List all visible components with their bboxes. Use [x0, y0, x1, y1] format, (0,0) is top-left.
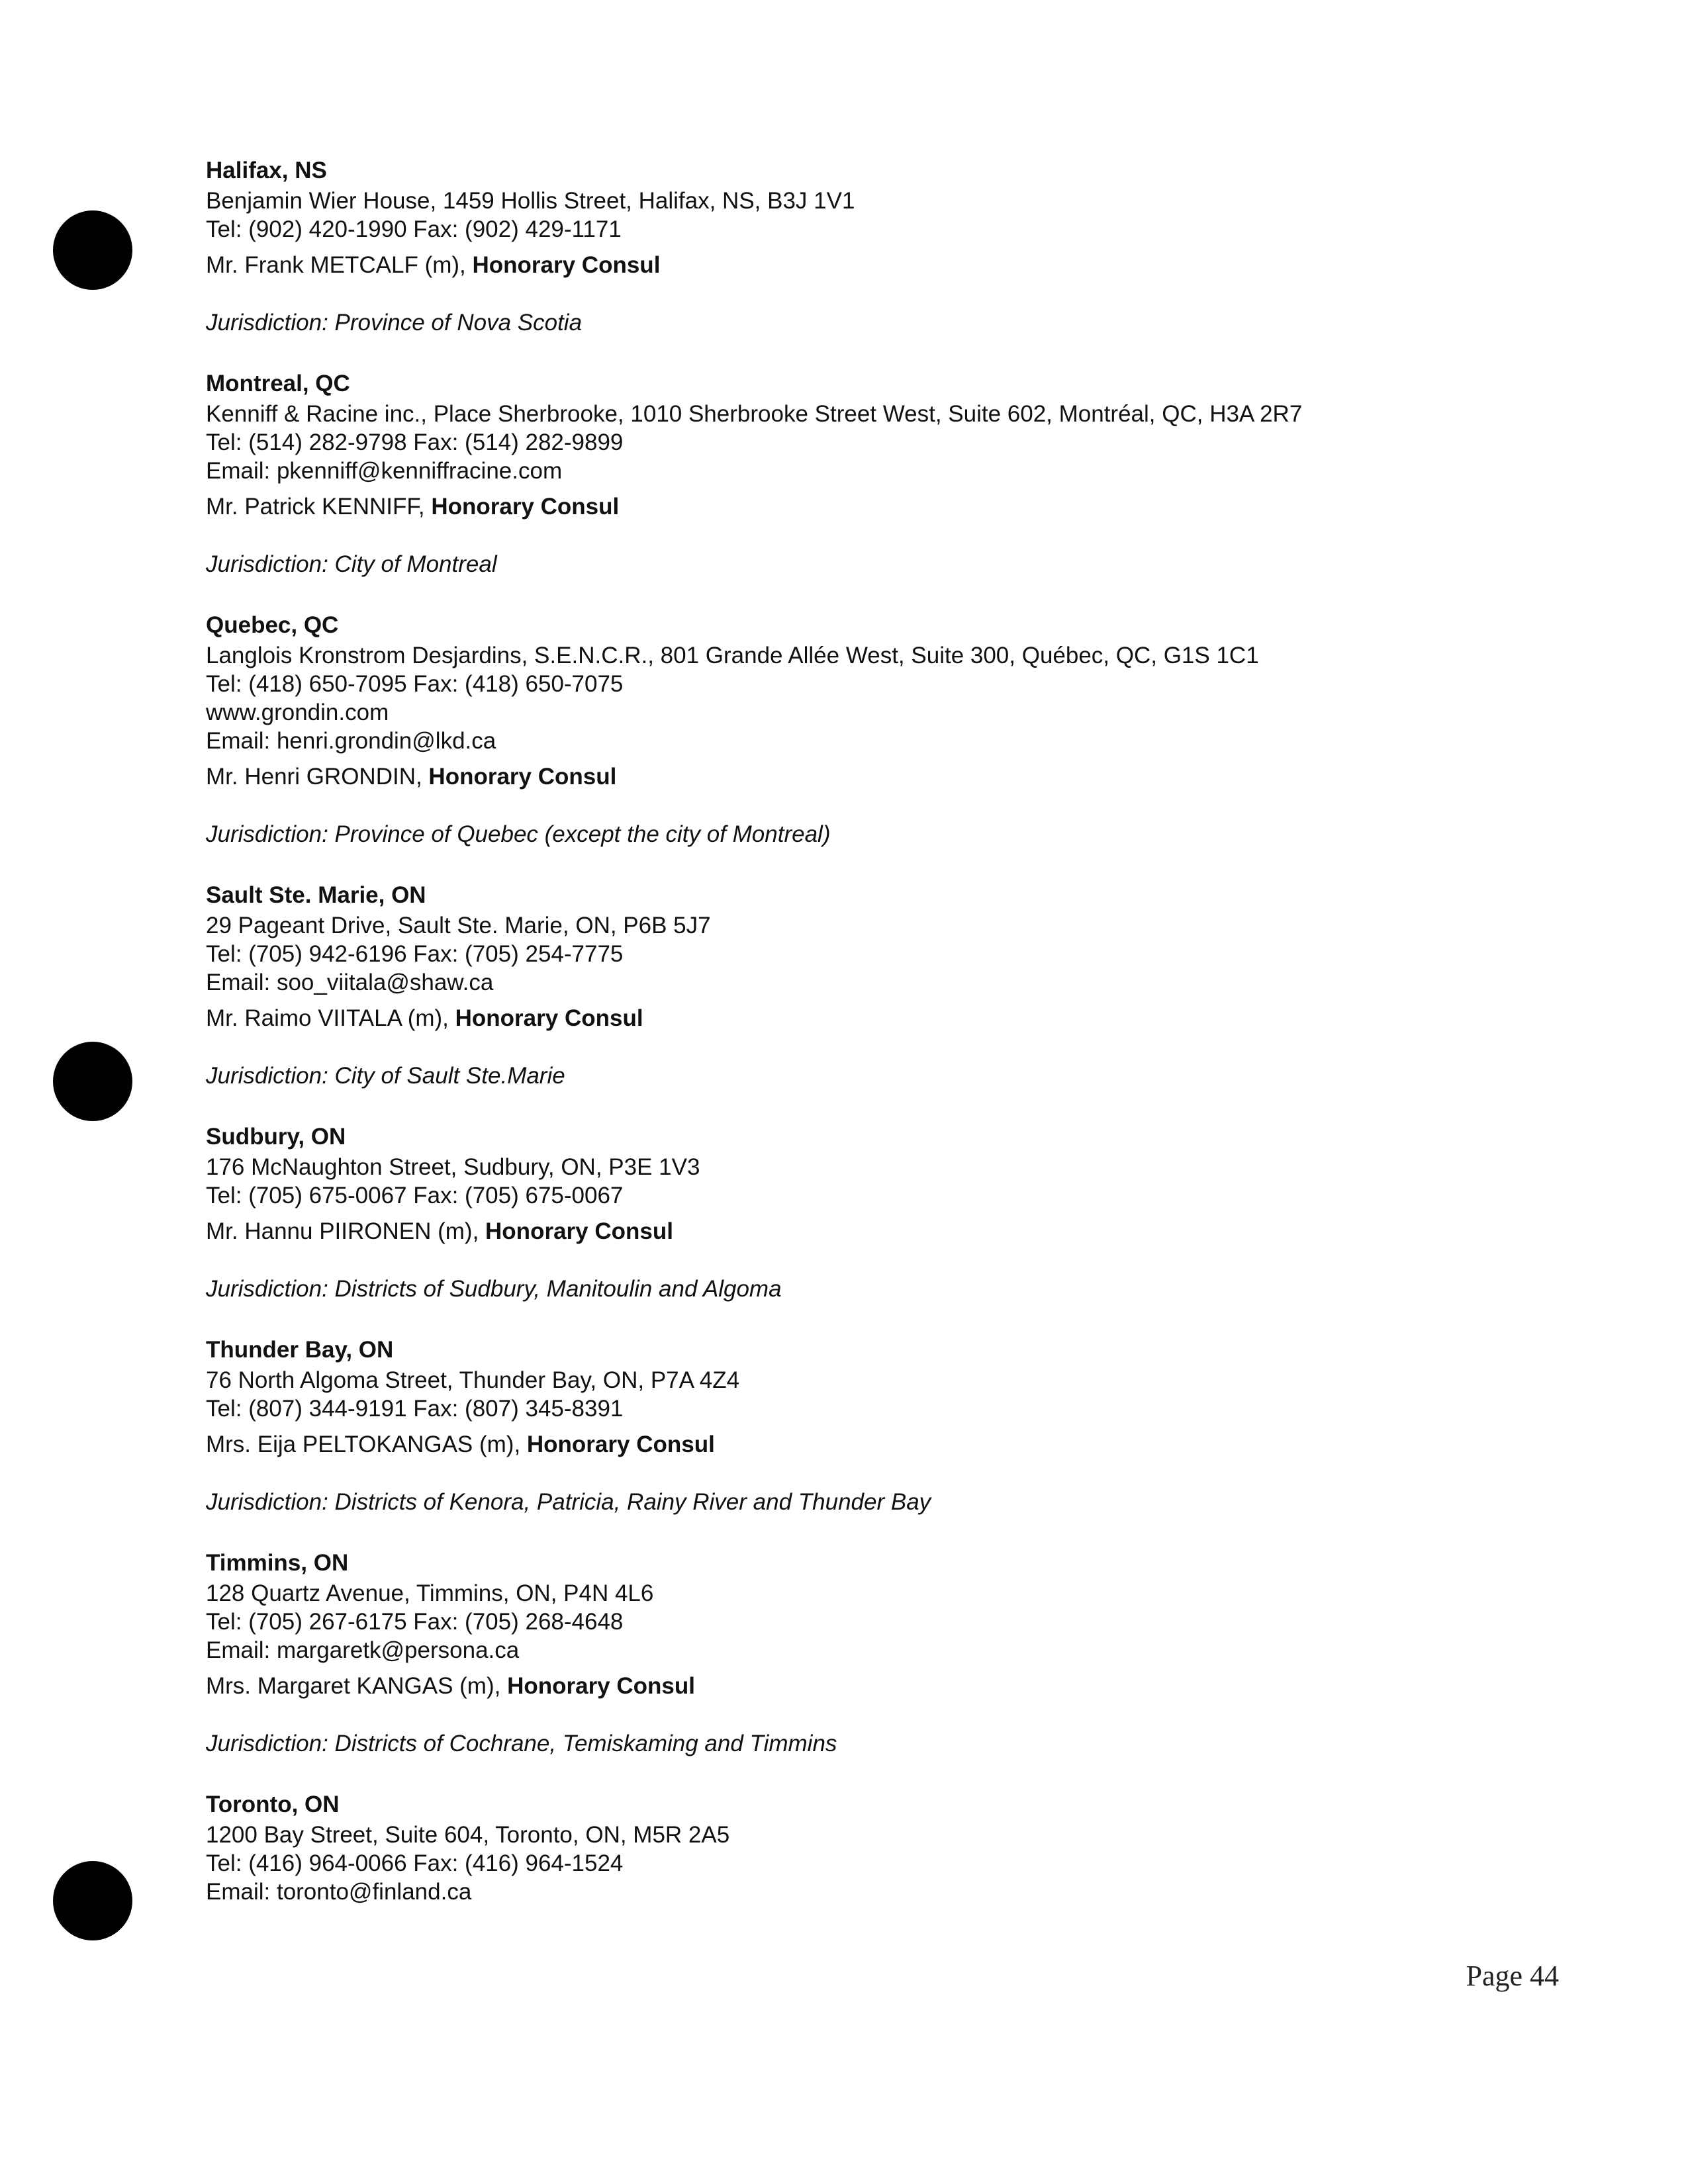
city-heading: Halifax, NS	[206, 158, 327, 183]
consul-name: Mr. Henri GRONDIN,	[206, 764, 429, 790]
consul-line	[206, 1215, 1530, 1248]
consul-title: Honorary Consul	[431, 494, 620, 520]
consulate-entry-sault-ste-marie	[206, 880, 1530, 1092]
jurisdiction-line: Jurisdiction: Province of Quebec (except the city of Montreal)	[206, 821, 831, 847]
jurisdiction-line: Jurisdiction: City of Montreal	[206, 551, 497, 577]
consul-title: Honorary Consul	[472, 252, 661, 278]
address-line: 176 McNaughton Street, Sudbury, ON, P3E 1V3	[206, 1154, 700, 1180]
consul-title: Honorary Consul	[485, 1218, 673, 1244]
city-heading: Thunder Bay, ON	[206, 1337, 394, 1363]
consul-name: Mrs. Eija PELTOKANGAS (m),	[206, 1432, 527, 1457]
consul-name: Mr. Frank METCALF (m),	[206, 252, 473, 278]
address-line: Kenniff & Racine inc., Place Sherbrooke, 1010 Sherbrooke Street West, Suite 602, Montréal, QC, H3A 2R7	[206, 401, 1303, 427]
punch-hole	[53, 210, 132, 290]
consul-name: Mrs. Margaret KANGAS (m),	[206, 1673, 508, 1699]
email-line: Email: margaretk@persona.ca	[206, 1637, 520, 1663]
phone-line: Tel: (705) 942-6196 Fax: (705) 254-7775	[206, 941, 624, 967]
address-line: Langlois Kronstrom Desjardins, S.E.N.C.R., 801 Grande Allée West, Suite 300, Québec, QC, G1S 1C1	[206, 643, 1259, 668]
consul-name: Mr. Patrick KENNIFF,	[206, 494, 432, 520]
address-line: 1200 Bay Street, Suite 604, Toronto, ON, M5R 2A5	[206, 1822, 730, 1848]
consul-title: Honorary Consul	[455, 1005, 643, 1031]
consulate-entry-montreal	[206, 368, 1530, 580]
phone-line: Tel: (416) 964-0066 Fax: (416) 964-1524	[206, 1850, 624, 1876]
punch-hole	[53, 1042, 132, 1121]
jurisdiction-line: Jurisdiction: Districts of Cochrane, Temiskaming and Timmins	[206, 1731, 837, 1756]
website-line: www.grondin.com	[206, 700, 389, 725]
email-line: Email: soo_viitala@shaw.ca	[206, 970, 494, 995]
phone-line: Tel: (418) 650-7095 Fax: (418) 650-7075	[206, 671, 624, 697]
consul-line	[206, 1428, 1530, 1461]
address-line: 128 Quartz Avenue, Timmins, ON, P4N 4L6	[206, 1580, 654, 1606]
email-line: Email: toronto@finland.ca	[206, 1879, 472, 1905]
consul-name: Mr. Hannu PIIRONEN (m),	[206, 1218, 486, 1244]
consul-line	[206, 1670, 1530, 1703]
phone-line: Tel: (902) 420-1990 Fax: (902) 429-1171	[206, 216, 622, 242]
consul-line	[206, 760, 1530, 794]
consulate-entry-quebec	[206, 610, 1530, 850]
city-heading: Timmins, ON	[206, 1550, 349, 1576]
city-heading: Sudbury, ON	[206, 1124, 346, 1150]
consulate-listing	[206, 155, 1530, 1935]
consulate-entry-toronto	[206, 1789, 1530, 1906]
consul-title: Honorary Consul	[428, 764, 617, 790]
punch-hole	[53, 1861, 132, 1940]
city-heading: Quebec, QC	[206, 612, 339, 638]
city-heading: Toronto, ON	[206, 1792, 340, 1817]
consulate-entry-sudbury	[206, 1121, 1530, 1305]
address-line: 29 Pageant Drive, Sault Ste. Marie, ON, P6B 5J7	[206, 913, 711, 938]
phone-line: Tel: (807) 344-9191 Fax: (807) 345-8391	[206, 1396, 624, 1422]
jurisdiction-line: Jurisdiction: Districts of Sudbury, Manitoulin and Algoma	[206, 1276, 782, 1302]
consul-line	[206, 490, 1530, 523]
consul-title: Honorary Consul	[507, 1673, 695, 1699]
jurisdiction-line: Jurisdiction: Districts of Kenora, Patricia, Rainy River and Thunder Bay	[206, 1489, 931, 1515]
city-heading: Montreal, QC	[206, 371, 350, 396]
consulate-entry-timmins	[206, 1547, 1530, 1760]
consul-title: Honorary Consul	[526, 1432, 715, 1457]
consulate-entry-thunder-bay	[206, 1334, 1530, 1518]
consul-line	[206, 249, 1530, 282]
address-line: Benjamin Wier House, 1459 Hollis Street, Halifax, NS, B3J 1V1	[206, 188, 855, 214]
email-line: Email: pkenniff@kenniffracine.com	[206, 458, 563, 484]
jurisdiction-line: Jurisdiction: Province of Nova Scotia	[206, 310, 583, 336]
city-heading: Sault Ste. Marie, ON	[206, 882, 426, 908]
consul-name: Mr. Raimo VIITALA (m),	[206, 1005, 455, 1031]
email-line: Email: henri.grondin@lkd.ca	[206, 728, 496, 754]
phone-line: Tel: (705) 675-0067 Fax: (705) 675-0067	[206, 1183, 624, 1208]
page-number: Page 44	[1466, 1960, 1559, 1992]
jurisdiction-line: Jurisdiction: City of Sault Ste.Marie	[206, 1063, 565, 1089]
phone-line: Tel: (705) 267-6175 Fax: (705) 268-4648	[206, 1609, 624, 1635]
consulate-entry-halifax	[206, 155, 1530, 339]
address-line: 76 North Algoma Street, Thunder Bay, ON, P7A 4Z4	[206, 1367, 740, 1393]
consul-line	[206, 1002, 1530, 1035]
phone-line: Tel: (514) 282-9798 Fax: (514) 282-9899	[206, 430, 624, 455]
